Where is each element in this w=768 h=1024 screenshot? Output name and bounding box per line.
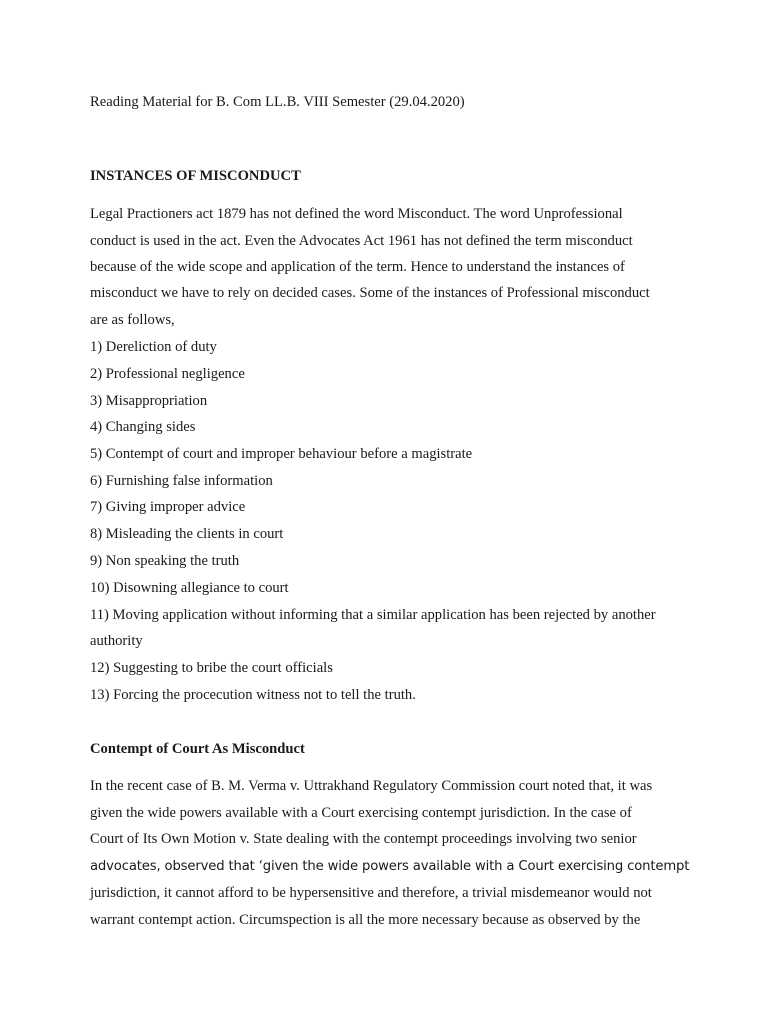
list-item: 13) Forcing the procecution witness not to tell the truth.	[90, 687, 416, 703]
paragraph-line: conduct is used in the act. Even the Advocates Act 1961 has not defined the term misconduct	[90, 233, 633, 249]
paragraph-line: because of the wide scope and application of the term. Hence to understand the instances of	[90, 259, 625, 275]
paragraph-line: given the wide powers available with a Court exercising contempt jurisdiction. In the case of	[90, 805, 632, 821]
paragraph-line: advocates, observed that ‘given the wide powers available with a Court exercising contempt	[90, 859, 690, 874]
list-item: 7) Giving improper advice	[90, 499, 246, 515]
paragraph-line: misconduct we have to rely on decided cases. Some of the instances of Professional misconduct	[90, 285, 650, 301]
list-item: 3) Misappropriation	[90, 393, 208, 409]
list-item: 4) Changing sides	[90, 419, 196, 435]
document-header: Reading Material for B. Com LL.B. VIII Semester (29.04.2020)	[90, 94, 465, 110]
list-item: 6) Furnishing false information	[90, 473, 273, 489]
list-item: 8) Misleading the clients in court	[90, 526, 284, 542]
list-item: 12) Suggesting to bribe the court officials	[90, 660, 333, 676]
paragraph-line: In the recent case of B. M. Verma v. Uttrakhand Regulatory Commission court noted that, it was	[90, 778, 653, 794]
section-heading-instances: INSTANCES OF MISCONDUCT	[90, 168, 301, 184]
paragraph-line: warrant contempt action. Circumspection is all the more necessary because as observed by the	[90, 912, 641, 928]
list-item: 5) Contempt of court and improper behaviour before a magistrate	[90, 446, 473, 462]
list-item: 10) Disowning allegiance to court	[90, 580, 289, 596]
list-item: 2) Professional negligence	[90, 366, 245, 382]
paragraph-line: are as follows,	[90, 312, 175, 328]
list-item-continuation: authority	[90, 633, 143, 649]
paragraph-line: jurisdiction, it cannot afford to be hypersensitive and therefore, a trivial misdemeanor would not	[90, 885, 652, 901]
list-item: 9) Non speaking the truth	[90, 553, 240, 569]
list-item: 11) Moving application without informing that a similar application has been rejected by another	[90, 607, 656, 623]
list-item: 1) Dereliction of duty	[90, 339, 217, 355]
section-heading-contempt: Contempt of Court As Misconduct	[90, 741, 305, 757]
paragraph-line: Court of Its Own Motion v. State dealing with the contempt proceedings involving two senior	[90, 831, 637, 847]
paragraph-line: Legal Practioners act 1879 has not defined the word Misconduct. The word Unprofessional	[90, 206, 623, 222]
